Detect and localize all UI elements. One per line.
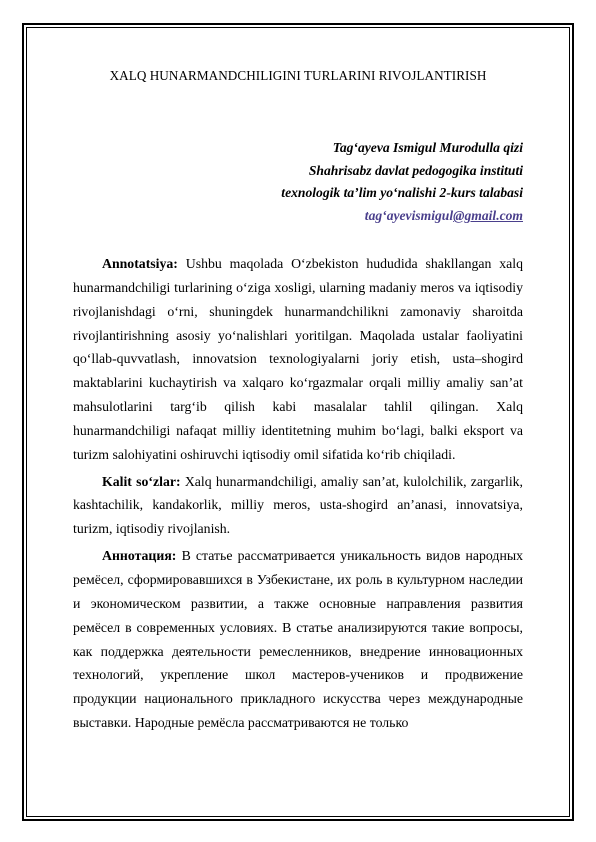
author-name: Tag‘ayeva Ismigul Murodulla qizi [332, 140, 523, 155]
keywords-uz-label: Kalit so‘zlar: [102, 473, 181, 489]
annotation-ru-label: Аннотация: [102, 548, 177, 564]
annotation-ru-text: В статье рассматривается уникальность видов народных ремёсел, сформировавшихся в Узбекистане, их роль в культурном наследии и экономическом развитии, а также основные направления развития ремёсел в современных условиях. В статье анализируются такие вопросы, как поддержка деятельности ремесленников, внедрение инновационных технологий, укрепление школ мастеров-учеников и продвижение продукции национального прикладного искусства через международные выставки. Народные ремёсла рассматриваются не только [73, 548, 523, 731]
keywords-uz-text: Xalq hunarmandchiligi, amaliy san’at, kulolchilik, zargarlik, kashtachilik, kandakorlik, milliy meros, usta-shogird an’anasi, innovatsiya, turizm, iqtisodiy rivojlanish. [73, 473, 524, 537]
annotation-uz [73, 252, 523, 467]
author-position: texnologik ta’lim yo‘nalishi 2-kurs talabasi [281, 185, 523, 201]
annotation-ru [73, 544, 523, 735]
annotation-uz-label: Annotatsiya: [102, 256, 178, 271]
keywords-uz [73, 470, 523, 542]
annotation-uz-text: Ushbu maqolada O‘zbekiston hududida shakllangan xalq hunarmandchiligi turlarining o‘ziga xosligi, ularning madaniy meros va iqtisodiy rivojlanishdagi o‘rni, shuningdek hunarmandchilikni zamonaviy sharoitda rivojlantirishning asosiy yo‘nalishlari yoritilgan. Maqolada ustalar faoliyatini qo‘llab-quvvatlash, innovatsion texnologiyalarni joriy etish, usta–shogird maktablarini kuchaytirish va xalqaro ko‘rgazmalar orqali milliy amaliy san’at mahsulotlarini targ‘ib qilish kabi masalalar tahlil qilingan. Xalq hunarmandchiligi nafaqat milliy identitetning muhim bo‘lagi, balki eksport va turizm salohiyatini oshiruvchi iqtisodiy omil sifatida ko‘rib chiqiladi. [73, 256, 524, 462]
author-institution: Shahrisabz davlat pedogogika instituti [308, 162, 523, 178]
author-email-domain[interactable]: @gmail.com [453, 208, 523, 224]
author-block [281, 137, 523, 228]
article-title: XALQ HUNARMANDCHILIGINI TURLARINI RIVOJLANTIRISH [109, 68, 487, 83]
author-email[interactable] [281, 205, 523, 228]
author-email-user[interactable]: tag‘ayevismigul [364, 208, 454, 224]
article-body [73, 252, 523, 738]
